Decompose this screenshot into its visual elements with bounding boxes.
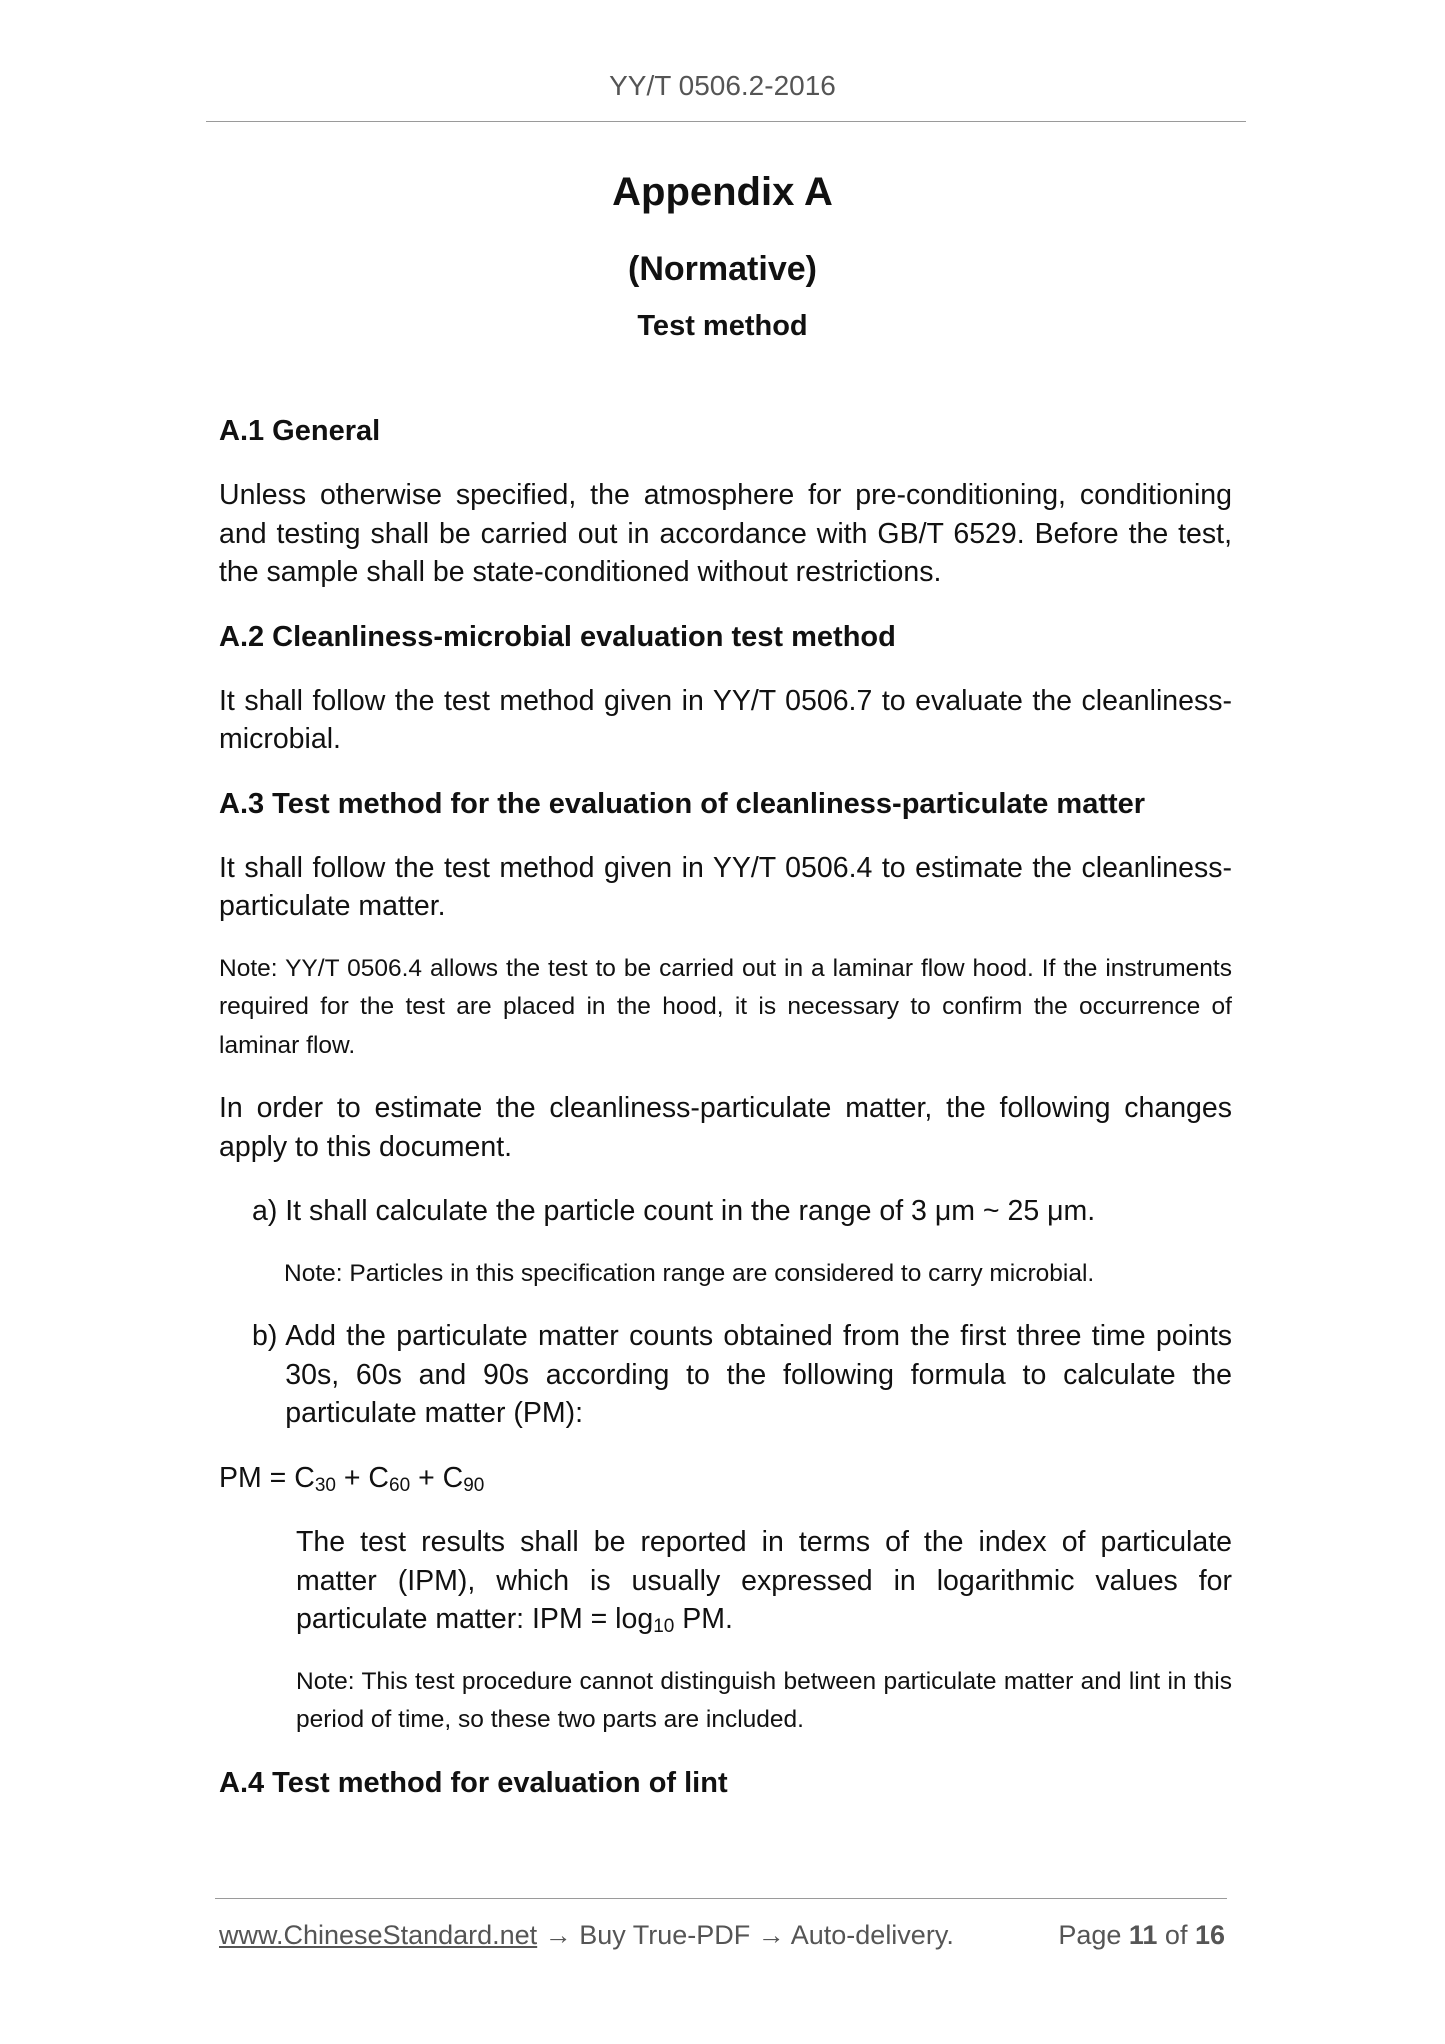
list-marker-b: b) bbox=[252, 1320, 286, 1352]
section-a3-note: Note: YY/T 0506.4 allows the test to be carried out in a laminar flow hood. If the instruments required for the test are placed in the hood, it is necessary to confirm the occurrence of laminar flow. bbox=[219, 954, 1232, 1059]
list-marker-a: a) bbox=[252, 1195, 286, 1227]
section-a3-paragraph: It shall follow the test method given in YY/T 0506.4 to estimate the cleanliness-particulate matter. bbox=[219, 851, 1232, 922]
section-a1-paragraph: Unless otherwise specified, the atmosphere for pre-conditioning, conditioning and testing shall be carried out in accordance with GB/T 6529. Before the test, the sample shall be state-conditioned without restrictions. bbox=[219, 479, 1232, 588]
section-a2-heading: A.2 Cleanliness-microbial evaluation test method bbox=[219, 620, 896, 653]
page-total: 16 bbox=[1194, 1920, 1225, 1950]
list-item-a-text: It shall calculate the particle count in the range of 3 μm ~ 25 μm. bbox=[285, 1195, 1096, 1227]
list-item-b-note: Note: This test procedure cannot distinguish between particulate matter and lint in this period of time, so these two parts are included. bbox=[296, 1667, 1232, 1733]
list-item-a bbox=[252, 1192, 1232, 1231]
page-footer bbox=[219, 1920, 1225, 1951]
pm-formula: PM = $C_{30} + C_{60} + C_{90}$ bbox=[219, 1461, 485, 1496]
list-item-b-text: Add the particulate matter counts obtained from the first three time points 30s, 60s and 90s according to the following formula to calculate the particulate matter (PM): bbox=[285, 1320, 1232, 1429]
appendix-title: Appendix A bbox=[612, 170, 833, 214]
header-divider bbox=[206, 121, 1246, 122]
ipm-results-paragraph: The test results shall be reported in terms of the index of particulate matter (IPM), which is usually expressed in logarithmic values for particulate matter: IPM = $\log_{10}$ PM. bbox=[296, 1526, 1232, 1637]
section-a2-paragraph: It shall follow the test method given in YY/T 0506.7 to evaluate the cleanliness-microbial. bbox=[219, 684, 1232, 755]
document-id-header: YY/T 0506.2-2016 bbox=[609, 70, 836, 101]
list-item-b bbox=[252, 1317, 1232, 1433]
document-body bbox=[219, 412, 1232, 1802]
section-a3-heading: A.3 Test method for the evaluation of cleanliness-particulate matter bbox=[219, 787, 1146, 820]
footer-tagline: → Buy True-PDF → Auto-delivery. bbox=[537, 1920, 954, 1950]
chinesestandard-link[interactable]: www.ChineseStandard.net bbox=[219, 1920, 538, 1950]
page-number: 11 bbox=[1128, 1920, 1158, 1950]
section-a3-intro: In order to estimate the cleanliness-particulate matter, the following changes apply to this document. bbox=[219, 1092, 1232, 1163]
section-a4-heading: A.4 Test method for evaluation of lint bbox=[219, 1766, 728, 1799]
footer-divider bbox=[215, 1898, 1227, 1899]
section-a1-heading: A.1 General bbox=[219, 415, 381, 447]
list-item-a-note: Note: Particles in this specification range are considered to carry microbial. bbox=[284, 1259, 1095, 1287]
appendix-subtitle: Test method bbox=[637, 310, 808, 342]
normative-label: (Normative) bbox=[628, 250, 817, 288]
footer-left bbox=[219, 1920, 954, 1951]
page-counter: Page 11 of 16 bbox=[1058, 1920, 1225, 1950]
